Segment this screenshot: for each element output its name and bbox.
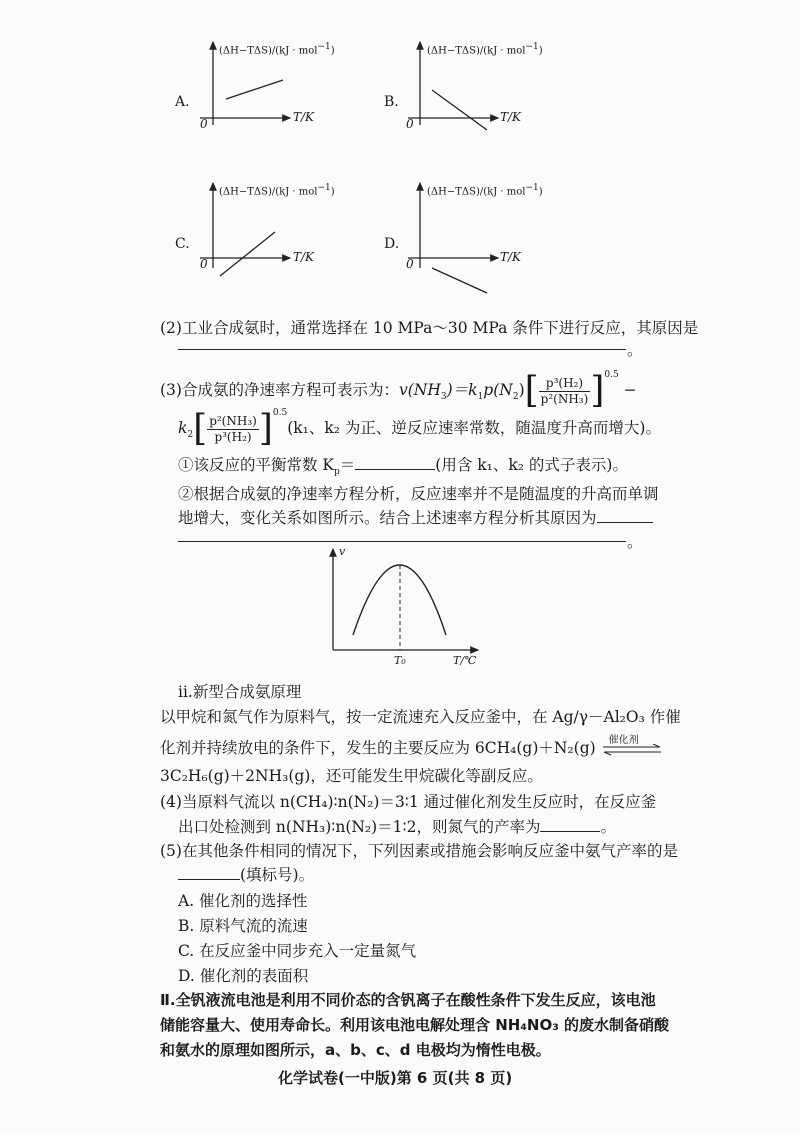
- q3-rate-equation: (3)合成氨的净速率方程可表示为：$v(NH_3)=k_1p(N_2)$[ $\frac{\text{p³(H₂)}}{\text{p²(NH₃)}}$ ]$^{0.5}$ −: [160, 370, 637, 411]
- graph-b-origin: 0: [406, 117, 414, 131]
- graph-a-y-label: (ΔH−TΔS)/(kJ · mol$^{-1}$): [219, 42, 335, 57]
- q5-blank[interactable]: [178, 865, 240, 880]
- q2-end: 。: [627, 341, 643, 359]
- q3-answer-line[interactable]: [178, 541, 626, 542]
- graph-a-origin: 0: [200, 117, 208, 131]
- q3-sub1-blank[interactable]: [355, 455, 435, 470]
- graph-d-x-label: T/K: [500, 250, 522, 264]
- q5-option-b: B. 原料气流的流速: [178, 917, 308, 935]
- part2-line3: 和氨水的原理如图所示，a、b、c、d 电极均为惰性电极。: [160, 1041, 551, 1059]
- section-ii-line3: 3C₂H₆(g)＋2NH₃(g)，还可能发生甲烷碳化等副反应。: [160, 767, 543, 785]
- q2-answer-line[interactable]: [178, 349, 626, 350]
- option-a-label: A.: [175, 94, 190, 110]
- page-footer: 化学试卷(一中版)第 6 页(共 8 页): [278, 1069, 513, 1087]
- rate-graph-t0-label: T₀: [394, 654, 406, 667]
- q3-fraction-1: $\frac{\text{p³(H₂)}}{\text{p²(NH₃)}}$: [540, 375, 589, 406]
- part2-line2: 储能容量大、使用寿命长。利用该电池电解处理含 NH₄NO₃ 的废水制备硝酸: [160, 1016, 669, 1034]
- graph-c-x-label: T/K: [293, 250, 315, 264]
- q3-sub1: ①该反应的平衡常数 $K_p=$ (用含 k₁、k₂ 的式子表示)。: [178, 456, 628, 478]
- part2-line1: Ⅱ.全钒液流电池是利用不同价态的含钒离子在酸性条件下发生反应，该电池: [160, 991, 656, 1009]
- section-ii-heading: ⅱ.新型合成氨原理: [178, 683, 302, 701]
- q3-rate-equation-2: $k_2$[ $\frac{\text{p²(NH₃)}}{\text{p³(H₂)}}$ ]$^{0.5}$(k₁、k₂ 为正、逆反应速率常数，随温度升高而增大)。: [178, 408, 661, 449]
- graph-b-x-label: T/K: [500, 110, 522, 124]
- q3-end: 。: [627, 533, 643, 551]
- option-d-label: D.: [384, 236, 400, 252]
- q3-sub2-line1: ②根据合成氨的净速率方程分析，反应速率并不是随温度的升高而单调: [178, 485, 659, 503]
- rate-graph-x-label: T/℃: [453, 654, 477, 667]
- q5-option-a: A. 催化剂的选择性: [178, 892, 308, 910]
- graph-c-y-label: (ΔH−TΔS)/(kJ · mol$^{-1}$): [219, 183, 335, 198]
- q5-line2: (填标号)。: [178, 863, 314, 885]
- q5-option-d: D. 催化剂的表面积: [178, 967, 309, 985]
- q5-line1: (5)在其他条件相同的情况下，下列因素或措施会影响反应釜中氨气产率的是: [160, 842, 678, 860]
- graph-d-origin: 0: [406, 257, 414, 271]
- section-ii-line2: 化剂并持续放电的条件下，发生的主要反应为 6CH₄(g)＋N₂(g) 催化剂: [160, 736, 663, 758]
- graph-c-line: [220, 232, 275, 276]
- q4-line1: (4)当原料气流以 n(CH₄)∶n(N₂)＝3∶1 通过催化剂发生反应时，在反应釜: [160, 793, 657, 811]
- graph-b-y-label: (ΔH−TΔS)/(kJ · mol$^{-1}$): [427, 42, 543, 57]
- graph-b-line: [432, 90, 487, 130]
- q3-sub2-blank[interactable]: [597, 508, 653, 523]
- q3-sub2-line2: 地增大，变化关系如图所示。结合上述速率方程分析其原因为: [178, 506, 653, 528]
- graph-d-y-label: (ΔH−TΔS)/(kJ · mol$^{-1}$): [427, 183, 543, 198]
- q2-text: (2)工业合成氨时，通常选择在 10 MPa～30 MPa 条件下进行反应，其原因是: [160, 319, 699, 337]
- section-ii-line1: 以甲烷和氮气作为原料气，按一定流速充入反应釜中，在 Ag/γ－Al₂O₃ 作催: [160, 708, 681, 726]
- equilibrium-arrow: 催化剂: [601, 740, 663, 758]
- graph-c-origin: 0: [200, 257, 208, 271]
- equilibrium-arrow-icon: [601, 744, 663, 756]
- graph-d-line: [432, 268, 487, 293]
- q4-blank[interactable]: [540, 817, 600, 832]
- option-b-label: B.: [384, 94, 399, 110]
- q5-option-c: C. 在反应釜中同步充入一定量氮气: [178, 942, 417, 960]
- option-graphs: [0, 0, 800, 310]
- rate-graph-y-label: v: [339, 545, 346, 558]
- graph-d: [408, 183, 498, 293]
- q3-fraction-2: $\frac{\text{p²(NH₃)}}{\text{p³(H₂)}}$: [209, 413, 257, 444]
- q4-line2: 出口处检测到 n(NH₃)∶n(N₂)＝1∶2，则氮气的产率为 。: [178, 818, 616, 836]
- option-c-label: C.: [175, 236, 190, 252]
- graph-a-line: [226, 80, 283, 99]
- graph-a-x-label: T/K: [293, 110, 315, 124]
